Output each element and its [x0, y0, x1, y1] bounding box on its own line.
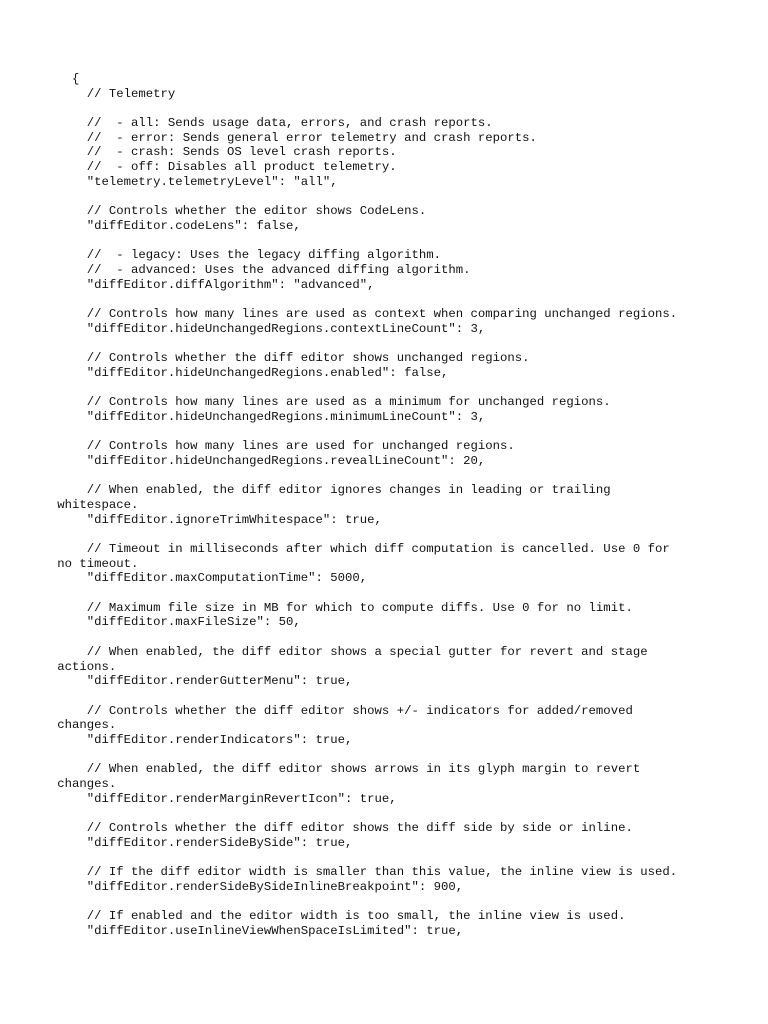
comment-line: // Controls whether the editor shows CodeLens.: [72, 204, 427, 219]
setting-line: "diffEditor.renderMarginRevertIcon": true,: [72, 791, 397, 806]
blank-line: [72, 895, 712, 910]
comment-line: // When enabled, the diff editor ignores changes in leading or trailing: [72, 483, 611, 498]
blank-line: [72, 469, 712, 484]
blank-line: [72, 850, 712, 865]
setting-line: "telemetry.telemetryLevel": "all",: [72, 174, 338, 189]
comment-line: // Controls whether the diff editor shows unchanged regions.: [72, 351, 530, 366]
comment-line: // Controls how many lines are used as a minimum for unchanged regions.: [72, 395, 611, 410]
setting-line: "diffEditor.useInlineViewWhenSpaceIsLimited": true,: [72, 923, 464, 938]
comment-line: // Controls how many lines are used as context when comparing unchanged regions.: [72, 307, 678, 321]
setting-line: "diffEditor.renderIndicators": true,: [72, 732, 353, 747]
blank-line: [72, 292, 712, 307]
comment-line: // - legacy: Uses the legacy diffing algorithm.: [72, 248, 441, 263]
setting-line: "diffEditor.diffAlgorithm": "advanced",: [72, 277, 375, 292]
comment-line: // Controls whether the diff editor shows +/- indicators for added/removed: [72, 703, 633, 718]
comment-continuation-line: no timeout.: [57, 556, 139, 571]
setting-line: "diffEditor.renderGutterMenu": true,: [72, 674, 353, 689]
setting-line: "diffEditor.hideUnchangedRegions.minimumLineCount": 3,: [72, 409, 486, 424]
blank-line: [72, 527, 712, 542]
setting-line: "diffEditor.maxComputationTime": 5000,: [72, 571, 368, 586]
comment-line: // - crash: Sends OS level crash reports.: [72, 145, 397, 160]
blank-line: [72, 234, 712, 249]
comment-line: // Controls how many lines are used for unchanged regions.: [72, 439, 515, 454]
comment-line: // If enabled and the editor width is too small, the inline view is used.: [72, 909, 626, 924]
comment-line: // Controls whether the diff editor shows the diff side by side or inline.: [72, 821, 633, 836]
blank-line: [72, 336, 712, 351]
comment-line: // - all: Sends usage data, errors, and crash reports.: [72, 116, 493, 131]
comment-line: // If the diff editor width is smaller than this value, the inline view is used.: [72, 865, 678, 880]
comment-line: // - off: Disables all product telemetry.: [72, 160, 397, 175]
comment-line: // Telemetry: [72, 86, 176, 101]
comment-line: // - error: Sends general error telemetry and crash reports.: [72, 130, 537, 145]
blank-line: [72, 190, 712, 205]
settings-json-code: [57, 72, 712, 939]
blank-line: [72, 748, 712, 763]
blank-line: [72, 586, 712, 601]
setting-line: "diffEditor.hideUnchangedRegions.enabled": false,: [72, 365, 449, 380]
comment-line: // Timeout in milliseconds after which diff computation is cancelled. Use 0 for: [72, 542, 670, 556]
comment-line: // Maximum file size in MB for which to compute diffs. Use 0 for no limit.: [72, 600, 633, 615]
blank-line: [72, 425, 712, 440]
setting-line: "diffEditor.renderSideBySideInlineBreakpoint": 900,: [72, 879, 464, 894]
comment-continuation-line: whitespace.: [57, 497, 139, 512]
comment-line: // When enabled, the diff editor shows a special gutter for revert and stage: [72, 644, 648, 659]
setting-line: "diffEditor.renderSideBySide": true,: [72, 835, 353, 850]
setting-line: "diffEditor.maxFileSize": 50,: [72, 615, 301, 630]
blank-line: [72, 380, 712, 395]
comment-line: // When enabled, the diff editor shows arrows in its glyph margin to revert: [72, 762, 641, 777]
blank-line: [72, 630, 712, 645]
comment-continuation-line: actions.: [57, 659, 117, 674]
setting-line: "diffEditor.hideUnchangedRegions.revealLineCount": 20,: [72, 453, 486, 468]
comment-line: // - advanced: Uses the advanced diffing algorithm.: [72, 262, 471, 277]
setting-line: "diffEditor.ignoreTrimWhitespace": true,: [72, 512, 382, 527]
setting-line: "diffEditor.hideUnchangedRegions.contextLineCount": 3,: [72, 321, 486, 336]
comment-continuation-line: changes.: [57, 777, 117, 791]
open-brace: {: [72, 72, 80, 86]
blank-line: [72, 101, 712, 116]
comment-continuation-line: changes.: [57, 718, 117, 733]
blank-line: [72, 806, 712, 821]
setting-line: "diffEditor.codeLens": false,: [72, 218, 301, 233]
blank-line: [72, 689, 712, 704]
